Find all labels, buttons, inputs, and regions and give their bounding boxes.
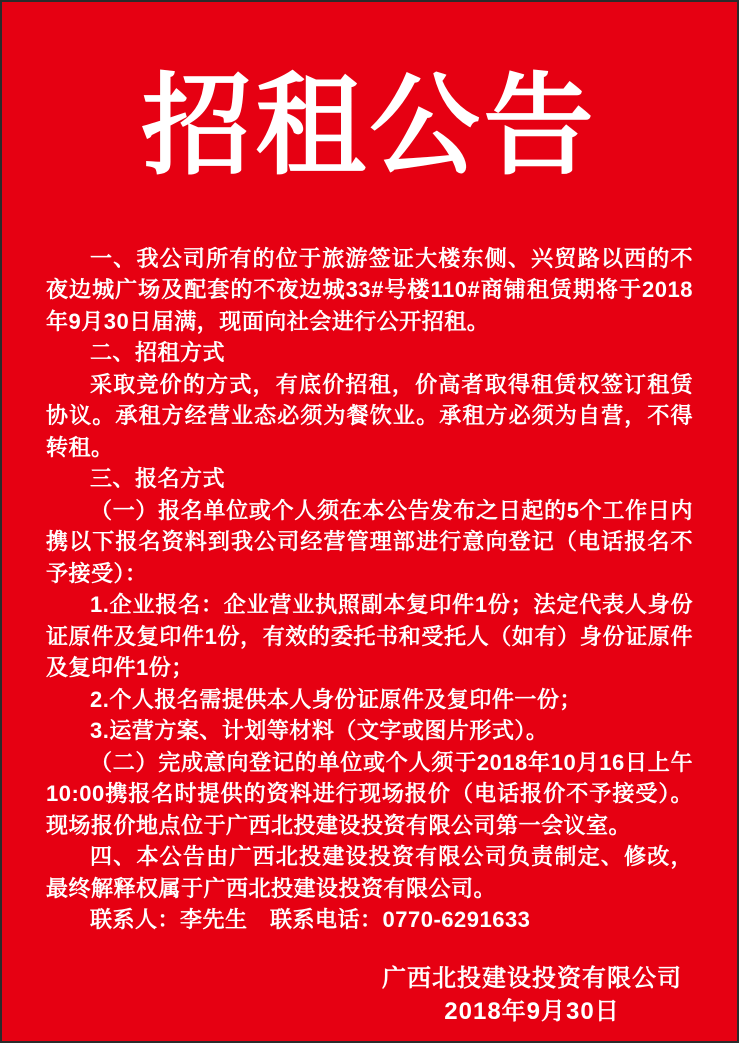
para-bid-method: 采取竞价的方式，有底价招租，价高者取得租赁权签订租赁协议。承租方经营业态必须为餐饮业。承租方必须为自营，不得转租。 [46, 371, 693, 460]
para-contact: 联系人：李先生 联系电话：0770-6291633 [90, 907, 531, 932]
heading-section-2: 二、招租方式 [90, 340, 226, 365]
para-enterprise-docs: 1.企业报名：企业营业执照副本复印件1份；法定代表人身份证原件及复印件1份，有效的委托书和受托人（如有）身份证原件及复印件1份； [46, 592, 693, 680]
signature-inner [382, 962, 682, 1028]
para-intro: 一、我公司所有的位于旅游签证大楼东侧、兴贸路以西的不夜边城广场及配套的不夜边城33#号楼110#商铺租赁期将于2018年9月30日届满，现面向社会进行公开招租。 [46, 245, 693, 334]
para-individual-docs: 2.个人报名需提供本人身份证原件及复印件一份； [90, 686, 582, 712]
signature-block [2, 962, 737, 1028]
poster-body [2, 201, 737, 936]
signature-date: 2018年9月30日 [444, 997, 620, 1025]
para-registration: （一）报名单位或个人须在本公告发布之日起的5个工作日内携以下报名资料到我公司经营管理部进行意向登记（电话报名不予接受）： [46, 497, 693, 586]
signature-company: 广西北投建设投资有限公司 [382, 964, 682, 992]
heading-section-3: 三、报名方式 [90, 466, 226, 491]
para-interpretation: 四、本公告由广西北投建设投资有限公司负责制定、修改，最终解释权属于广西北投建设投资有限公司。 [46, 844, 693, 901]
para-onsite-bidding: （二）完成意向登记的单位或个人须于2018年10月16日上午10:00携报名时提供的资料进行现场报价（电话报价不予接受）。现场报价地点位于广西北投建设投资有限公司第一会议室。 [46, 749, 693, 838]
poster-title: 招租公告 [141, 61, 598, 190]
para-operation-plan: 3.运营方案、计划等材料（文字或图片形式）。 [90, 718, 549, 743]
